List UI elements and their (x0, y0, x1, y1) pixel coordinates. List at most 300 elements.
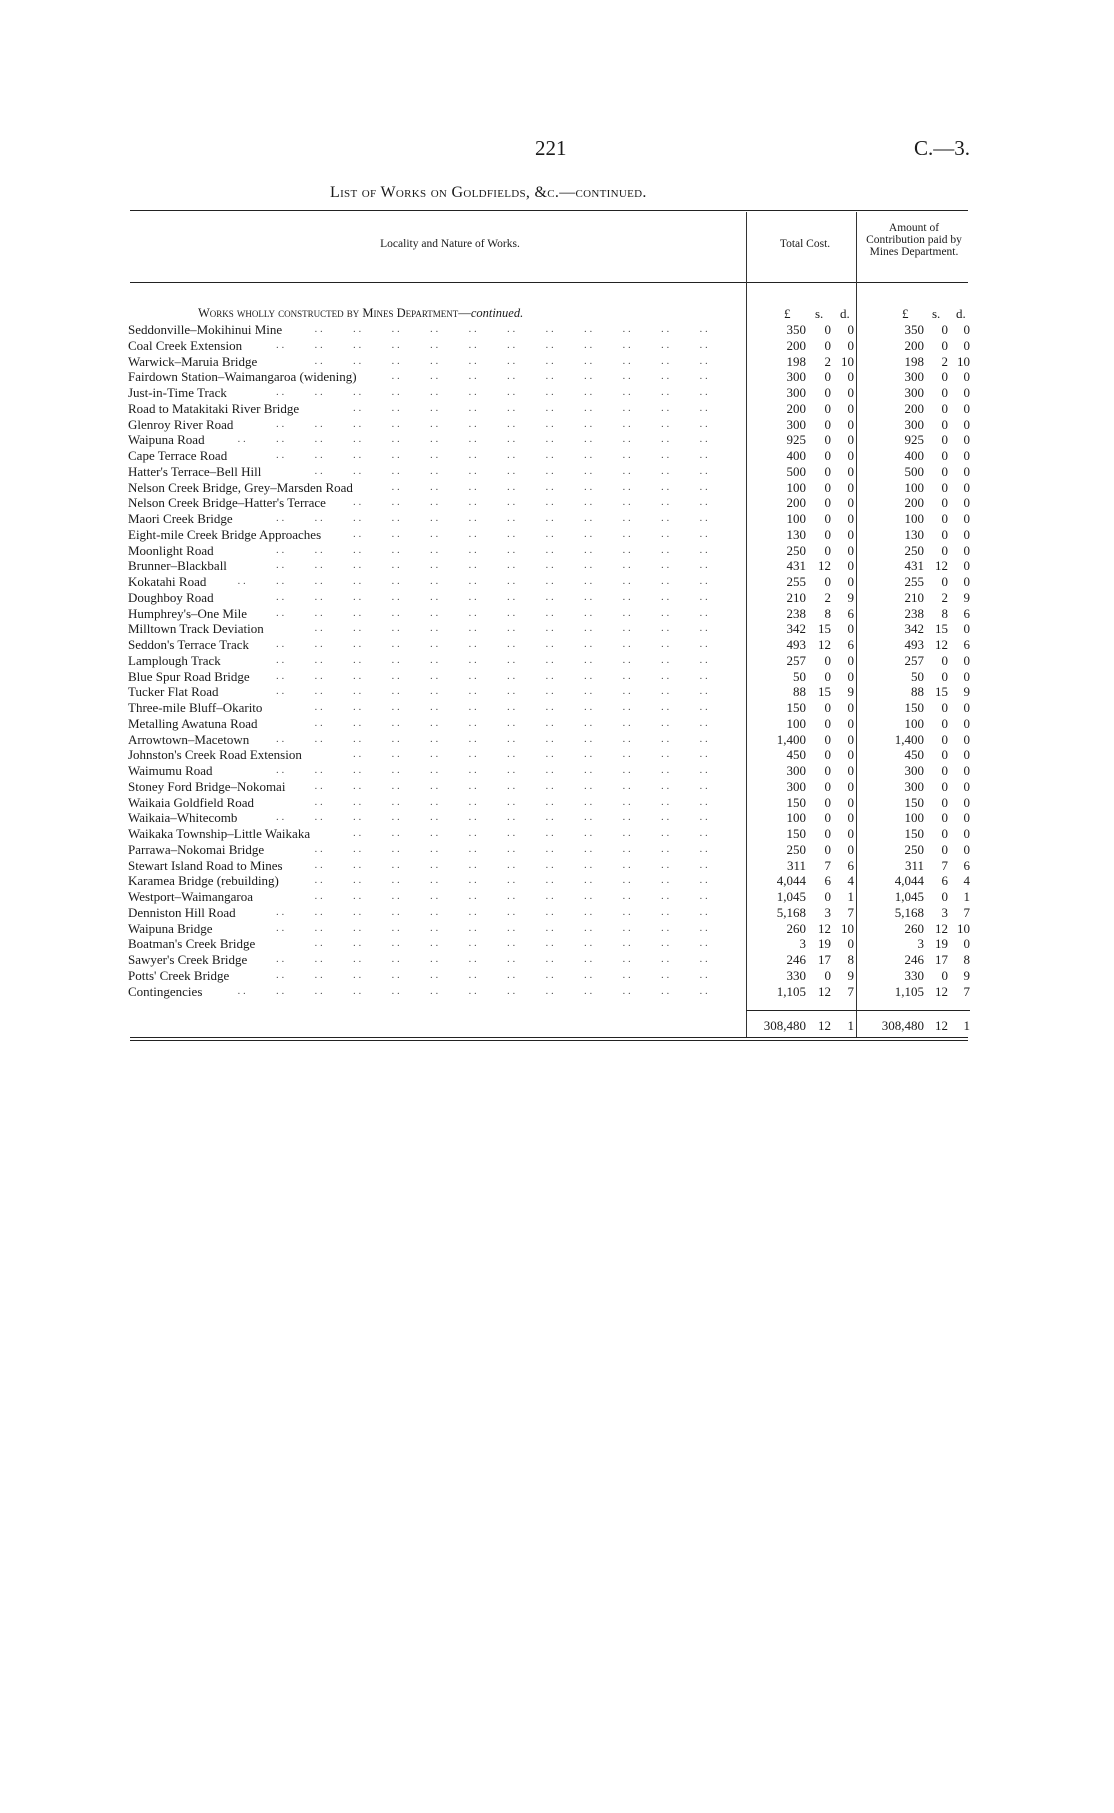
cost-pounds: 1,400 (776, 731, 806, 747)
cost-pence: 10 (841, 920, 854, 936)
leader-dots: . . . . . . . . . . . . . . . . . . . . . . (314, 323, 738, 335)
contribution-pounds: 300 (904, 416, 924, 432)
contribution-pence: 0 (963, 778, 970, 794)
cost-shillings: 0 (824, 369, 831, 385)
contribution-shillings: 0 (941, 715, 948, 731)
contribution-pence: 8 (963, 952, 970, 967)
cost-shillings: 15 (818, 621, 831, 637)
work-name: Parrawa–Nokomai Bridge (128, 841, 265, 857)
cost-shillings: 15 (818, 684, 831, 700)
contribution-pence: 0 (963, 826, 970, 841)
cost-shillings: 0 (824, 652, 831, 668)
cost-shillings: 0 (824, 574, 831, 589)
contribution-pounds: 210 (904, 589, 924, 605)
work-name: Stewart Island Road to Mines (128, 857, 283, 873)
cost-pounds: 255 (786, 574, 806, 589)
contribution-pounds: 450 (904, 747, 924, 763)
work-name: Kokatahi Road (128, 574, 207, 589)
cost-pence: 9 (847, 967, 854, 983)
totals-top-rule (746, 1010, 970, 1011)
cost-shillings: 17 (818, 952, 831, 967)
table-row (0, 354, 1114, 370)
contribution-pounds: 300 (904, 763, 924, 778)
cost-shillings: 0 (824, 416, 831, 432)
contribution-shillings: 7 (941, 857, 948, 873)
page-number: 221 (535, 136, 567, 160)
leader-dots: . . . . . . . . . . . . . . . . . . . . . . (314, 779, 738, 792)
contribution-pounds: 100 (904, 810, 924, 826)
contribution-pence: 0 (963, 495, 970, 511)
work-name: Johnston's Creek Road Extension (128, 747, 302, 763)
leader-dots: . . . . . . . . . . . . . . . . . . . . . . . . (276, 968, 738, 981)
contribution-pence-header: d. (956, 306, 966, 321)
leader-dots: . . . . . . . . . . . . . . . . . . . . . . . . (276, 811, 738, 824)
contribution-pounds: 246 (904, 952, 924, 967)
contribution-pounds: 300 (904, 385, 924, 400)
contribution-shillings: 15 (935, 621, 948, 637)
cost-shillings: 0 (824, 337, 831, 353)
contribution-pence: 0 (963, 432, 970, 448)
cost-pence: 0 (847, 432, 854, 448)
work-name: Potts' Creek Bridge (128, 967, 230, 983)
cost-shillings: 0 (824, 668, 831, 684)
work-name: Denniston Hill Road (128, 904, 236, 920)
header-total-cost: Total Cost. (779, 238, 831, 250)
table-row (0, 511, 1114, 527)
leader-dots: . . . . . . . . . . . . . . . . . . . . . . (314, 890, 738, 902)
contribution-shillings: 0 (941, 747, 948, 763)
contribution-pounds: 500 (904, 463, 924, 479)
cost-pounds: 431 (786, 558, 806, 574)
cost-pence: 0 (847, 621, 854, 637)
contribution-pence: 0 (963, 841, 970, 857)
cost-shillings: 0 (824, 511, 831, 526)
cost-pence: 0 (847, 463, 854, 479)
table-row (0, 574, 1114, 590)
section-heading (198, 306, 523, 321)
contribution-shillings: 0 (941, 432, 948, 448)
contribution-pounds: 150 (904, 700, 924, 715)
work-name: Seddonville–Mokihinui Mine (128, 322, 283, 337)
cost-pence: 0 (847, 700, 854, 715)
table-row (0, 543, 1114, 559)
table-row (0, 732, 1114, 748)
contribution-shillings: 0 (941, 385, 948, 400)
work-name: Westport–Waimangaroa (128, 889, 253, 904)
work-name: Warwick–Maruia Bridge (128, 353, 258, 369)
contribution-pence: 0 (963, 936, 970, 952)
contribution-pounds: 200 (904, 400, 924, 416)
leader-dots: . . . . . . . . . . . . . . . . . . . . . . (314, 716, 738, 729)
contribution-shillings: 0 (941, 889, 948, 904)
contribution-pounds: 300 (904, 778, 924, 794)
contribution-pence: 0 (963, 668, 970, 684)
cost-shillings: 0 (824, 794, 831, 810)
contribution-shillings: 0 (941, 841, 948, 857)
contribution-pence: 0 (963, 526, 970, 542)
cost-pounds: 342 (786, 621, 806, 637)
table-row (0, 606, 1114, 622)
table-row (0, 448, 1114, 464)
contribution-pence: 0 (963, 448, 970, 463)
header-bottom-rule (130, 282, 968, 283)
table-row (0, 653, 1114, 669)
contribution-shillings: 0 (941, 463, 948, 479)
cost-pence: 0 (847, 526, 854, 542)
table-row (0, 889, 1114, 905)
contribution-shillings: 0 (941, 967, 948, 983)
leader-dots: . . . . . . . . . . . . . . . . . . . . . . (314, 937, 738, 950)
contribution-shillings: 6 (941, 873, 948, 889)
contribution-pence: 0 (963, 574, 970, 589)
contribution-pounds: 130 (904, 526, 924, 542)
cost-pence: 9 (847, 589, 854, 605)
contribution-pence: 0 (963, 416, 970, 432)
table-row (0, 873, 1114, 889)
contribution-shillings-header: s. (932, 306, 941, 321)
contribution-pence: 0 (963, 763, 970, 778)
cost-pence: 8 (847, 952, 854, 967)
work-name: Three-mile Bluff–Okarito (128, 700, 263, 715)
table-bottom-rule (130, 1037, 968, 1038)
cost-shillings-header: s. (815, 306, 824, 321)
leader-dots: . . . . . . . . . . . . . . . . . . . . . . (314, 795, 738, 808)
contribution-shillings: 0 (941, 574, 948, 589)
cost-pence: 0 (847, 668, 854, 684)
contribution-shillings: 0 (941, 526, 948, 542)
leader-dots: . . . . . . . . . . . . . . . . . . . . . . (314, 858, 738, 871)
cost-pounds: 150 (786, 794, 806, 810)
contribution-pounds: 100 (904, 715, 924, 731)
contribution-pence: 0 (963, 621, 970, 637)
cost-pounds: 1,045 (776, 889, 806, 904)
leader-dots: . . . . . . . . . . . . . . . . . . . . . . . . (276, 653, 738, 666)
contribution-pence: 0 (963, 385, 970, 400)
cost-pounds: 3 (799, 936, 806, 952)
cost-pounds: 400 (786, 448, 806, 463)
leader-dots: . . . . . . . . . . . . . . . . . . . . . . . . . . (237, 984, 738, 997)
contribution-pence: 9 (963, 684, 970, 700)
cost-pence: 0 (847, 826, 854, 841)
table-row (0, 968, 1114, 984)
work-name: Milltown Track Deviation (128, 621, 264, 637)
work-name: Sawyer's Creek Bridge (128, 952, 248, 967)
cost-shillings: 12 (818, 637, 831, 652)
work-name: Lamplough Track (128, 652, 221, 668)
work-name: Nelson Creek Bridge–Hatter's Terrace (128, 495, 326, 511)
cost-pounds: 88 (793, 684, 806, 700)
table-row (0, 322, 1114, 338)
cost-pence: 0 (847, 495, 854, 511)
work-name: Cape Terrace Road (128, 448, 228, 463)
contribution-shillings: 0 (941, 731, 948, 747)
cost-shillings: 0 (824, 700, 831, 715)
work-name: Humphrey's–One Mile (128, 605, 247, 621)
leader-dots: . . . . . . . . . . . . . . . . . . . . . . (314, 874, 738, 887)
contribution-shillings: 0 (941, 668, 948, 684)
total-contribution-pounds: 308,480 (881, 1018, 924, 1033)
contribution-shillings: 12 (935, 920, 948, 936)
cost-pence: 0 (847, 448, 854, 463)
cost-pounds: 330 (786, 967, 806, 983)
cost-pence: 7 (847, 904, 854, 920)
table-row (0, 684, 1114, 700)
cost-pounds: 150 (786, 700, 806, 715)
table-row (0, 763, 1114, 779)
contribution-pence: 0 (963, 558, 970, 574)
work-name: Waikaia Goldfield Road (128, 794, 255, 810)
cost-shillings: 12 (818, 983, 831, 999)
cost-pounds: 238 (786, 605, 806, 621)
leader-dots: . . . . . . . . . . . . . . . . . . . . (353, 527, 738, 540)
work-name: Contingencies (128, 983, 203, 999)
contribution-pounds: 50 (911, 668, 924, 684)
leader-dots: . . . . . . . . . . . . . . . . . . . . . . . . (276, 543, 738, 556)
cost-pence: 0 (847, 936, 854, 952)
cost-pounds: 1,105 (776, 983, 806, 999)
contribution-pence: 0 (963, 652, 970, 668)
table-row (0, 495, 1114, 511)
work-name: Brunner–Blackball (128, 558, 227, 574)
work-name: Eight-mile Creek Bridge Approaches (128, 526, 322, 542)
total-cost-pounds: 308,480 (763, 1018, 806, 1033)
contribution-pence: 10 (957, 920, 970, 936)
work-name: Tucker Flat Road (128, 684, 219, 700)
contribution-pounds: 255 (904, 574, 924, 589)
contribution-pence: 0 (963, 810, 970, 826)
cost-pounds: 260 (786, 920, 806, 936)
cost-pence: 0 (847, 400, 854, 416)
cost-pence: 0 (847, 794, 854, 810)
leader-dots: . . . . . . . . . . . . . . . . . . . . . . . . (276, 685, 738, 698)
contribution-shillings: 0 (941, 369, 948, 385)
cost-shillings: 0 (824, 763, 831, 778)
table-row (0, 432, 1114, 448)
cost-pounds: 50 (793, 668, 806, 684)
cost-pence: 0 (847, 841, 854, 857)
cost-shillings: 8 (824, 605, 831, 621)
leader-dots: . . . . . . . . . . . . . . . . . . . . . . . . (276, 921, 738, 934)
contribution-shillings: 19 (935, 936, 948, 952)
leader-dots: . . . . . . . . . . . . . . . . . . (391, 370, 738, 383)
cost-pounds: 250 (786, 542, 806, 558)
cost-pounds: 100 (786, 810, 806, 826)
contribution-pence: 0 (963, 794, 970, 810)
leader-dots: . . . . . . . . . . . . . . . . . . . . (353, 401, 738, 414)
cost-pounds: 493 (786, 637, 806, 652)
cost-shillings: 0 (824, 448, 831, 463)
contribution-pence: 0 (963, 731, 970, 747)
cost-pence: 0 (847, 511, 854, 526)
contribution-pounds: 350 (904, 322, 924, 337)
table-row (0, 338, 1114, 354)
leader-dots: . . . . . . . . . . . . . . . . . . . . . . (314, 622, 738, 635)
work-name: Just-in-Time Track (128, 385, 227, 400)
contribution-pounds: 260 (904, 920, 924, 936)
cost-pounds: 100 (786, 715, 806, 731)
work-name: Doughboy Road (128, 589, 214, 605)
cost-pounds: 925 (786, 432, 806, 448)
contribution-pence: 0 (963, 700, 970, 715)
table-row (0, 921, 1114, 937)
cost-pence: 1 (847, 889, 854, 904)
contribution-pounds: 150 (904, 826, 924, 841)
contribution-pounds: 250 (904, 841, 924, 857)
contribution-pounds: 1,400 (894, 731, 924, 747)
cost-pounds: 210 (786, 589, 806, 605)
contribution-shillings: 17 (935, 952, 948, 967)
contribution-pence: 7 (963, 904, 970, 920)
cost-shillings: 0 (824, 841, 831, 857)
contribution-shillings: 0 (941, 700, 948, 715)
table-row (0, 637, 1114, 653)
cost-shillings: 7 (824, 857, 831, 873)
cost-pounds: 257 (786, 652, 806, 668)
contribution-pounds: 300 (904, 369, 924, 385)
contribution-shillings: 12 (935, 983, 948, 999)
table-row (0, 480, 1114, 496)
leader-dots: . . . . . . . . . . . . . . . . . . . . . . (314, 701, 738, 713)
table-row (0, 385, 1114, 401)
contribution-pence: 0 (963, 715, 970, 731)
contribution-shillings: 0 (941, 448, 948, 463)
contribution-pounds-header: £ (902, 306, 909, 321)
cost-shillings: 0 (824, 385, 831, 400)
contribution-shillings: 12 (935, 558, 948, 574)
work-name: Waikaia–Whitecomb (128, 810, 238, 826)
cost-shillings: 0 (824, 715, 831, 731)
cost-pounds: 200 (786, 495, 806, 511)
work-name: Maori Creek Bridge (128, 511, 233, 526)
table-bottom-rule-double (130, 1040, 968, 1041)
contribution-pence: 0 (963, 369, 970, 385)
leader-dots: . . . . . . . . . . . . . . . . . . . . . . (314, 842, 738, 855)
contribution-shillings: 2 (941, 589, 948, 605)
contribution-pounds: 238 (904, 605, 924, 621)
contribution-pence: 0 (963, 479, 970, 495)
contribution-pounds: 5,168 (894, 904, 924, 920)
cost-shillings: 0 (824, 400, 831, 416)
cost-shillings: 12 (818, 920, 831, 936)
cost-pounds: 200 (786, 337, 806, 353)
contribution-pounds: 100 (904, 479, 924, 495)
cost-shillings: 19 (818, 936, 831, 952)
cost-pounds-header: £ (784, 306, 791, 321)
contribution-shillings: 15 (935, 684, 948, 700)
table-row (0, 417, 1114, 433)
leader-dots: . . . . . . . . . . . . . . . . . . . . . . . . (276, 638, 738, 650)
cost-shillings: 0 (824, 322, 831, 337)
contribution-pence: 6 (963, 637, 970, 652)
cost-pounds: 198 (786, 353, 806, 369)
total-cost-pence: 1 (847, 1018, 854, 1033)
table-row (0, 590, 1114, 606)
contribution-pounds: 88 (911, 684, 924, 700)
table-row (0, 952, 1114, 968)
table-row (0, 984, 1114, 1000)
contribution-pounds: 198 (904, 353, 924, 369)
contribution-shillings: 0 (941, 337, 948, 353)
contribution-pence: 1 (963, 889, 970, 904)
contribution-pounds: 311 (904, 857, 924, 873)
cost-pounds: 311 (786, 857, 806, 873)
contribution-pence: 0 (963, 337, 970, 353)
contribution-pounds: 250 (904, 542, 924, 558)
cost-shillings: 0 (824, 463, 831, 479)
leader-dots: . . . . . . . . . . . . . . . . . . . . . . . . (276, 559, 738, 572)
contribution-pounds: 100 (904, 511, 924, 526)
cost-pence: 0 (847, 385, 854, 400)
work-name: Metalling Awatuna Road (128, 715, 258, 731)
leader-dots: . . . . . . . . . . . . . . . . . . . . . . . . (276, 590, 738, 603)
leader-dots: . . . . . . . . . . . . . . . . . . . . . . . . (276, 764, 738, 776)
cost-pounds: 200 (786, 400, 806, 416)
cost-pence: 0 (847, 479, 854, 495)
cost-shillings: 3 (824, 904, 831, 920)
cost-pence: 0 (847, 574, 854, 589)
cost-pounds: 300 (786, 416, 806, 432)
work-name: Waimumu Road (128, 763, 213, 778)
contribution-shillings: 0 (941, 416, 948, 432)
page-title: List of Works on Goldfields, &c.—continued. (330, 184, 647, 201)
work-name: Boatman's Creek Bridge (128, 936, 256, 952)
work-name: Blue Spur Road Bridge (128, 668, 250, 684)
contribution-shillings: 0 (941, 652, 948, 668)
contribution-shillings: 0 (941, 542, 948, 558)
contribution-shillings: 2 (941, 353, 948, 369)
cost-pence: 0 (847, 652, 854, 668)
leader-dots: . . . . . . . . . . . . . . . . . . . . . . . . (276, 606, 738, 619)
cost-pounds: 250 (786, 841, 806, 857)
table-row (0, 700, 1114, 716)
work-name: Fairdown Station–Waimangaroa (widening) (128, 369, 357, 385)
contribution-pence: 0 (963, 322, 970, 337)
cost-pence: 0 (847, 810, 854, 826)
cost-pounds: 150 (786, 826, 806, 841)
table-row (0, 621, 1114, 637)
table-row (0, 842, 1114, 858)
contribution-pounds: 431 (904, 558, 924, 574)
contribution-shillings: 0 (941, 763, 948, 778)
table-row (0, 779, 1114, 795)
leader-dots: . . . . . . . . . . . . . . . . . . . . . . . . (276, 386, 738, 398)
contribution-shillings: 3 (941, 904, 948, 920)
table-row (0, 747, 1114, 763)
leader-dots: . . . . . . . . . . . . . . . . . . . . . . . . (276, 417, 738, 430)
leader-dots: . . . . . . . . . . . . . . . . . . . . (353, 748, 738, 761)
contribution-pounds: 1,045 (894, 889, 924, 904)
cost-pence: 0 (847, 763, 854, 778)
leader-dots: . . . . . . . . . . . . . . . . . . . . (353, 496, 738, 509)
cost-shillings: 0 (824, 747, 831, 763)
leader-dots: . . . . . . . . . . . . . . . . . . . . . . . . (276, 732, 738, 745)
contribution-pounds: 3 (917, 936, 924, 952)
cost-shillings: 0 (824, 826, 831, 841)
cost-pounds: 130 (786, 526, 806, 542)
cost-shillings: 0 (824, 542, 831, 558)
contribution-pence: 0 (963, 511, 970, 526)
total-contribution-pence: 1 (963, 1018, 970, 1033)
table-row (0, 401, 1114, 417)
contribution-shillings: 0 (941, 826, 948, 841)
contribution-pounds: 330 (904, 967, 924, 983)
contribution-shillings: 0 (941, 479, 948, 495)
leader-dots: . . . . . . . . . . . . . . . . . . . . . . . . . . (237, 433, 738, 446)
cost-pence: 6 (847, 605, 854, 621)
contribution-pence: 0 (963, 747, 970, 763)
leader-dots: . . . . . . . . . . . . . . . . . . . . . . . . (276, 953, 738, 965)
contribution-shillings: 0 (941, 495, 948, 511)
